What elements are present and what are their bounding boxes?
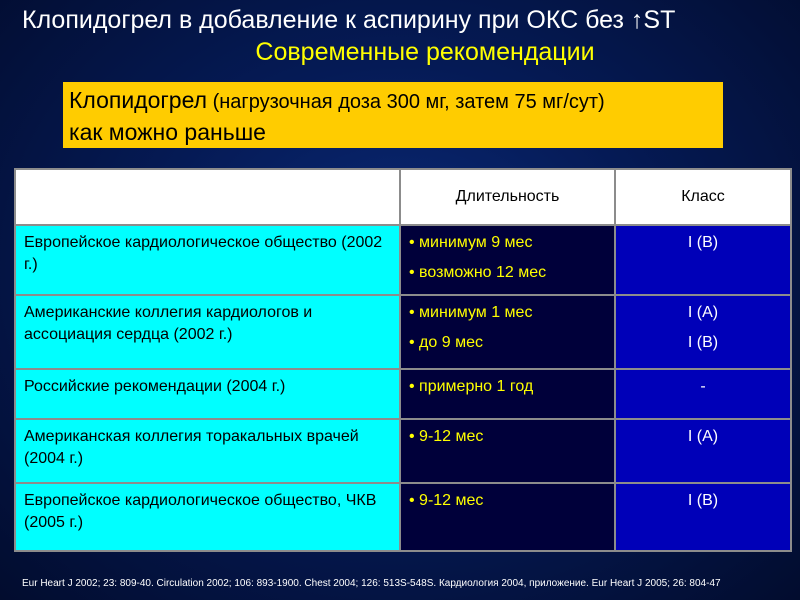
cell-class — [615, 295, 791, 369]
table-header-row — [15, 169, 791, 225]
cell-duration — [400, 369, 615, 419]
table-row — [15, 419, 791, 483]
cell-duration — [400, 419, 615, 483]
table-body — [15, 225, 791, 551]
class-item: I (B) — [687, 234, 719, 251]
duration-item: • минимум 1 мес — [409, 304, 533, 321]
header-organization — [15, 169, 400, 225]
class-item: I (B) — [687, 492, 719, 509]
cell-organization: Американская коллегия торакальных врачей (2004 г.) — [15, 419, 400, 483]
recommendations-table — [14, 168, 792, 552]
table-row — [15, 225, 791, 295]
class-item: - — [700, 378, 706, 395]
cell-organization: Российские рекомендации (2004 г.) — [15, 369, 400, 419]
cell-duration — [400, 225, 615, 295]
duration-item: • возможно 12 мес — [409, 264, 547, 281]
class-item: I (A) — [687, 304, 719, 321]
cell-class — [615, 483, 791, 551]
class-item: I (A) — [687, 428, 719, 445]
duration-item: • 9-12 мес — [409, 492, 484, 509]
cell-duration — [400, 483, 615, 551]
callout-timing: как можно раньше — [69, 119, 266, 145]
cell-class — [615, 225, 791, 295]
slide-title: Клопидогрел в добавление к аспирину при ОКС без ↑ST — [22, 6, 676, 34]
header-class: Класс — [615, 169, 791, 225]
callout-drug-name: Клопидогрел — [69, 87, 208, 113]
cell-organization: Европейское кардиологическое общество, ЧКВ (2005 г.) — [15, 483, 400, 551]
references-footnote: Eur Heart J 2002; 23: 809-40. Circulation 2002; 106: 893-1900. Chest 2004; 126: 513S-548S. Кардиология 2004, приложение. Eur Heart J 2005; 26: 804-47 — [22, 578, 721, 589]
slide-subtitle: Современные рекомендации — [255, 38, 595, 66]
duration-item: • до 9 мес — [409, 334, 483, 351]
cell-organization: Европейское кардиологическое общество (2002 г.) — [15, 225, 400, 295]
duration-item: • примерно 1 год — [409, 378, 534, 395]
cell-class — [615, 369, 791, 419]
table-row — [15, 295, 791, 369]
cell-organization: Американские коллегия кардиологов и ассоциация сердца (2002 г.) — [15, 295, 400, 369]
class-item: I (B) — [687, 334, 719, 351]
dosage-callout — [63, 82, 723, 148]
duration-item: • минимум 9 мес — [409, 234, 533, 251]
cell-duration — [400, 295, 615, 369]
table-row — [15, 483, 791, 551]
cell-class — [615, 419, 791, 483]
table-row — [15, 369, 791, 419]
callout-dose: (нагрузочная доза 300 мг, затем 75 мг/сут) — [207, 91, 605, 113]
duration-item: • 9-12 мес — [409, 428, 484, 445]
header-duration: Длительность — [400, 169, 615, 225]
